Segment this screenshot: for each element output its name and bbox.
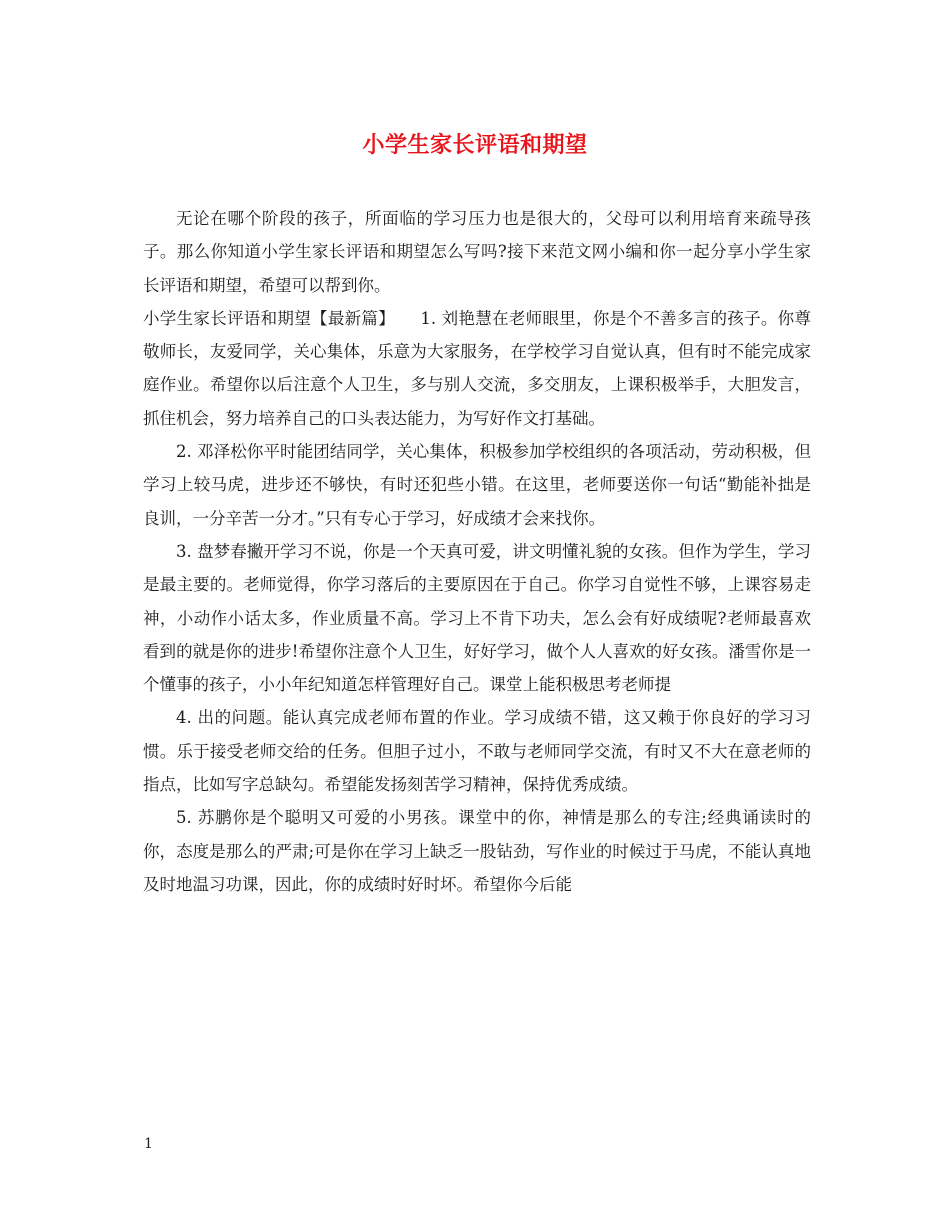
- intro-paragraph: 无论在哪个阶段的孩子，所面临的学习压力也是很大的，父母可以利用培育来疏导孩子。那么你知道小学生家长评语和期望怎么写吗?接下来范文网小编和你一起分享小学生家长评语和期望，希望可以帮到你。: [143, 209, 811, 295]
- comment-paragraph-2: 2. 邓泽松你平时能团结同学，关心集体，积极参加学校组织的各项活动，劳动积极，但学习上较马虎，进步还不够快，有时还犯些小错。在这里，老师要送你一句话“勤能补拙是良训，一分辛苦一分才。”只有专心于学习，好成绩才会来找你。: [143, 442, 811, 528]
- document-title: 小学生家长评语和期望: [362, 132, 588, 158]
- comment-paragraph-5: 5. 苏鹏你是个聪明又可爱的小男孩。课堂中的你，神情是那么的专注;经典诵读时的你，态度是那么的严肃;可是你在学习上缺乏一股钻劲，写作业的时候过于马虎，不能认真地及时地温习功课，因此，你的成绩时好时坏。希望你今后能: [143, 808, 811, 894]
- comment-paragraph-3: 3. 盘梦春撇开学习不说，你是一个天真可爱，讲文明懂礼貌的女孩。但作为学生，学习是最主要的。老师觉得，你学习落后的主要原因在于自己。你学习自觉性不够，上课容易走神，小动作小话太多，作业质量不高。学习上不肯下功夫，怎么会有好成绩呢?老师最喜欢看到的就是你的进步!希望你注意个人卫生，好好学习，做个人人喜欢的好女孩。潘雪你是一个懂事的孩子，小小年纪知道怎样管理好自己。课堂上能积极思考老师提: [143, 541, 811, 695]
- page-number: 1: [144, 1136, 153, 1152]
- comment-paragraph-4: 4. 出的问题。能认真完成老师布置的作业。学习成绩不错，这又赖于你良好的学习习惯。乐于接受老师交给的任务。但胆子过小，不敢与老师同学交流，有时又不大在意老师的指点，比如写字总缺勾。希望能发扬刻苦学习精神，保持优秀成绩。: [143, 708, 811, 795]
- comment-paragraph-1: 小学生家长评语和期望【最新篇】 1. 刘艳慧在老师眼里，你是个不善多言的孩子。你尊敬师长，友爱同学，关心集体，乐意为大家服务，在学校学习自觉认真，但有时不能完成家庭作业。希望你以后注意个人卫生，多与别人交流，多交朋友，上课积极举手，大胆发言，抓住机会，努力培养自己的口头表达能力，为写好作文打基础。: [143, 308, 811, 428]
- document-body: [143, 202, 811, 901]
